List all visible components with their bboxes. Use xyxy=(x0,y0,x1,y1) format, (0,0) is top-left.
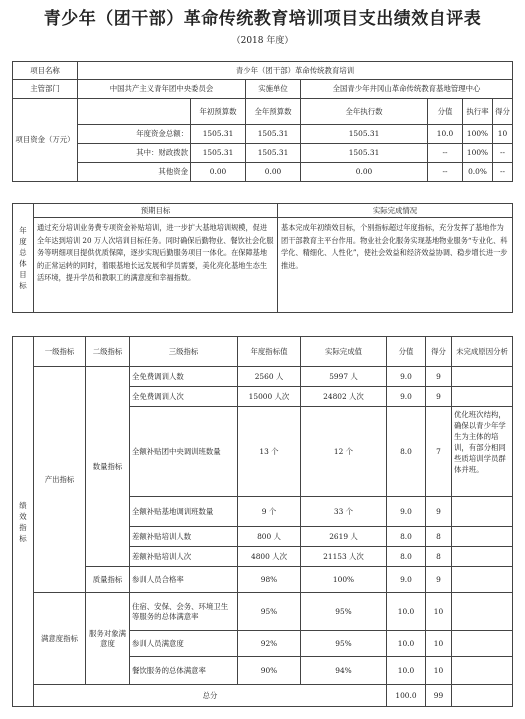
indicator-weight: 9.0 xyxy=(387,567,426,593)
indicator-target: 15000 人次 xyxy=(238,387,301,407)
project-name-label: 项目名称 xyxy=(13,62,78,80)
perf-header-level3: 三级指标 xyxy=(130,337,238,367)
funds-row xyxy=(13,125,513,144)
total-weight: 100.0 xyxy=(387,685,426,707)
goals-section-label xyxy=(13,204,34,313)
quantity-indicator-label: 数量指标 xyxy=(86,367,130,567)
funds-header-annual: 全年预算数 xyxy=(246,99,301,125)
funds-row-score: -- xyxy=(493,163,513,182)
perf-header-level2: 二级指标 xyxy=(86,337,130,367)
perf-table xyxy=(12,336,513,707)
indicator-target: 800 人 xyxy=(238,527,301,547)
perf-header-target: 年度指标值 xyxy=(238,337,301,367)
perf-header-actual: 实际完成值 xyxy=(301,337,387,367)
project-name-value: 青少年（团干部）革命传统教育培训 xyxy=(78,62,513,80)
funds-row-executed: 1505.31 xyxy=(301,144,428,163)
indicator-weight: 10.0 xyxy=(387,593,426,631)
actual-result-header: 实际完成情况 xyxy=(278,204,513,218)
indicator-weight: 8.0 xyxy=(387,527,426,547)
expected-goal-header: 预期目标 xyxy=(34,204,278,218)
indicator-target: 98% xyxy=(238,567,301,593)
indicator-target: 13 个 xyxy=(238,407,301,497)
indicator-name: 全额补贴团中央调训班数量 xyxy=(130,407,238,497)
indicator-weight: 10.0 xyxy=(387,631,426,657)
indicator-name: 全免费调训人次 xyxy=(130,387,238,407)
funds-row-executed: 0.00 xyxy=(301,163,428,182)
indicator-reason xyxy=(452,593,513,631)
indicator-score: 10 xyxy=(426,631,452,657)
funds-row-annual: 0.00 xyxy=(246,163,301,182)
funds-row-rate: 100% xyxy=(463,125,493,144)
funds-row-annual: 1505.31 xyxy=(246,144,301,163)
funds-header-rate: 执行率 xyxy=(463,99,493,125)
indicator-reason xyxy=(452,567,513,593)
funds-row-label: 其中：财政拨款 xyxy=(78,144,191,163)
actual-result-text: 基本完成年初绩效目标，个别指标超过年度指标，充分发挥了基地作为团干部教育主平台作用。物业社会化服务实现基地物业服务“专业化、科学化、精细化、人性化”，使社会效益和经济效益协调、稳步增长进一步推进。 xyxy=(278,218,513,313)
indicator-actual: 33 个 xyxy=(301,497,387,527)
indicator-name: 全免费调训人数 xyxy=(130,367,238,387)
expected-goal-text: 通过充分培训业务费专项资金补贴培训，进一步扩大基地培训规模，促进全年达到培训 20 万人次培训目标任务。同时确保后勤物业、餐饮社会化服务等明细项目提供优质保障，逐步实现后勤服务项目一体化。在保障基地的正常运转的同时，着眼基地长远发展和学员需要，美化亮化基地生态生活环境，提升学员和教职工的满意度和幸福指数。 xyxy=(34,218,278,313)
indicator-weight: 9.0 xyxy=(387,367,426,387)
indicator-name: 住宿、安保、会务、环境卫生等服务的总体满意率 xyxy=(130,593,238,631)
funds-row-score: 10 xyxy=(493,125,513,144)
indicator-reason xyxy=(452,497,513,527)
indicator-weight: 8.0 xyxy=(387,407,426,497)
indicator-name: 参训人员合格率 xyxy=(130,567,238,593)
indicator-score: 9 xyxy=(426,567,452,593)
indicator-target: 2560 人 xyxy=(238,367,301,387)
funds-row-weight: 10.0 xyxy=(428,125,463,144)
indicator-reason xyxy=(452,657,513,685)
funds-row-rate: 0.0% xyxy=(463,163,493,182)
indicator-weight: 9.0 xyxy=(387,387,426,407)
indicator-name: 差额补贴培训人次 xyxy=(130,547,238,567)
funds-row-initial: 1505.31 xyxy=(191,125,246,144)
funds-header-executed: 全年执行数 xyxy=(301,99,428,125)
indicator-reason xyxy=(452,367,513,387)
table-row xyxy=(13,367,513,387)
goals-section-label-text: 年度总体目标 xyxy=(19,226,27,290)
indicator-score: 8 xyxy=(426,527,452,547)
indicator-reason: 优化班次结构，确保以青少年学生为主体的培训，有部分相同些质培训学员群体并班。 xyxy=(452,407,513,497)
report-year: （2018 年度） xyxy=(231,36,294,46)
indicator-target: 92% xyxy=(238,631,301,657)
indicator-score: 10 xyxy=(426,657,452,685)
output-indicator-label: 产出指标 xyxy=(34,367,86,593)
indicator-weight: 9.0 xyxy=(387,497,426,527)
indicator-score: 7 xyxy=(426,407,452,497)
indicator-name: 差额补贴培训人数 xyxy=(130,527,238,547)
total-reason xyxy=(452,685,513,707)
table-row xyxy=(13,593,513,631)
funds-row-annual: 1505.31 xyxy=(246,125,301,144)
indicator-actual: 21153 人次 xyxy=(301,547,387,567)
indicator-target: 4800 人次 xyxy=(238,547,301,567)
total-label: 总分 xyxy=(34,685,387,707)
table-row xyxy=(13,567,513,593)
indicator-target: 90% xyxy=(238,657,301,685)
indicator-actual: 94% xyxy=(301,657,387,685)
funds-row-weight: -- xyxy=(428,163,463,182)
indicator-actual: 12 个 xyxy=(301,407,387,497)
funds-row-executed: 1505.31 xyxy=(301,125,428,144)
perf-header-score: 得分 xyxy=(426,337,452,367)
funds-header-score: 得分 xyxy=(493,99,513,125)
indicator-actual: 100% xyxy=(301,567,387,593)
funds-table xyxy=(12,61,513,182)
indicator-weight: 8.0 xyxy=(387,547,426,567)
funds-row-rate: 100% xyxy=(463,144,493,163)
indicator-score: 9 xyxy=(426,497,452,527)
total-score: 99 xyxy=(426,685,452,707)
funds-row-label: 年度资金总额： xyxy=(78,125,191,144)
perf-section-label xyxy=(13,337,34,707)
service-satisfaction-label: 服务对象满意度 xyxy=(86,593,130,685)
impl-value: 全国青少年井冈山革命传统教育基地管理中心 xyxy=(301,80,513,99)
indicator-actual: 24802 人次 xyxy=(301,387,387,407)
satisfaction-indicator-label: 满意度指标 xyxy=(34,593,86,685)
funds-header-blank xyxy=(78,99,191,125)
funds-row xyxy=(13,144,513,163)
indicator-actual: 2619 人 xyxy=(301,527,387,547)
quality-indicator-label: 质量指标 xyxy=(86,567,130,593)
funds-header-initial: 年初预算数 xyxy=(191,99,246,125)
indicator-target: 95% xyxy=(238,593,301,631)
indicator-reason xyxy=(452,527,513,547)
funds-row-initial: 1505.31 xyxy=(191,144,246,163)
funds-row-weight: -- xyxy=(428,144,463,163)
dept-value: 中国共产主义青年团中央委员会 xyxy=(78,80,246,99)
indicator-name: 参训人员满意度 xyxy=(130,631,238,657)
funds-row-initial: 0.00 xyxy=(191,163,246,182)
indicator-score: 9 xyxy=(426,367,452,387)
indicator-actual: 5997 人 xyxy=(301,367,387,387)
indicator-score: 8 xyxy=(426,547,452,567)
indicator-reason xyxy=(452,547,513,567)
perf-header-reason: 未完成原因分析 xyxy=(452,337,513,367)
goals-table xyxy=(12,203,513,313)
indicator-score: 10 xyxy=(426,593,452,631)
indicator-actual: 95% xyxy=(301,631,387,657)
perf-header-level1: 一级指标 xyxy=(34,337,86,367)
indicator-reason xyxy=(452,631,513,657)
impl-label: 实施单位 xyxy=(246,80,301,99)
indicator-weight: 10.0 xyxy=(387,657,426,685)
funds-header-weight: 分值 xyxy=(428,99,463,125)
indicator-score: 9 xyxy=(426,387,452,407)
funds-row-score: -- xyxy=(493,144,513,163)
indicator-actual: 95% xyxy=(301,593,387,631)
perf-section-label-text: 绩效指标 xyxy=(19,500,27,543)
dept-label: 主管部门 xyxy=(13,80,78,99)
indicator-name: 全额补贴基地调训班数量 xyxy=(130,497,238,527)
indicator-reason xyxy=(452,387,513,407)
indicator-target: 9 个 xyxy=(238,497,301,527)
perf-header-weight: 分值 xyxy=(387,337,426,367)
funds-row xyxy=(13,163,513,182)
funds-row-label: 其他资金 xyxy=(78,163,191,182)
funds-section-label: 项目资金（万元） xyxy=(13,99,78,182)
page-title: 青少年（团干部）革命传统教育培训项目支出绩效自评表 xyxy=(43,9,482,29)
total-row xyxy=(13,685,513,707)
indicator-name: 餐饮服务的总体满意率 xyxy=(130,657,238,685)
